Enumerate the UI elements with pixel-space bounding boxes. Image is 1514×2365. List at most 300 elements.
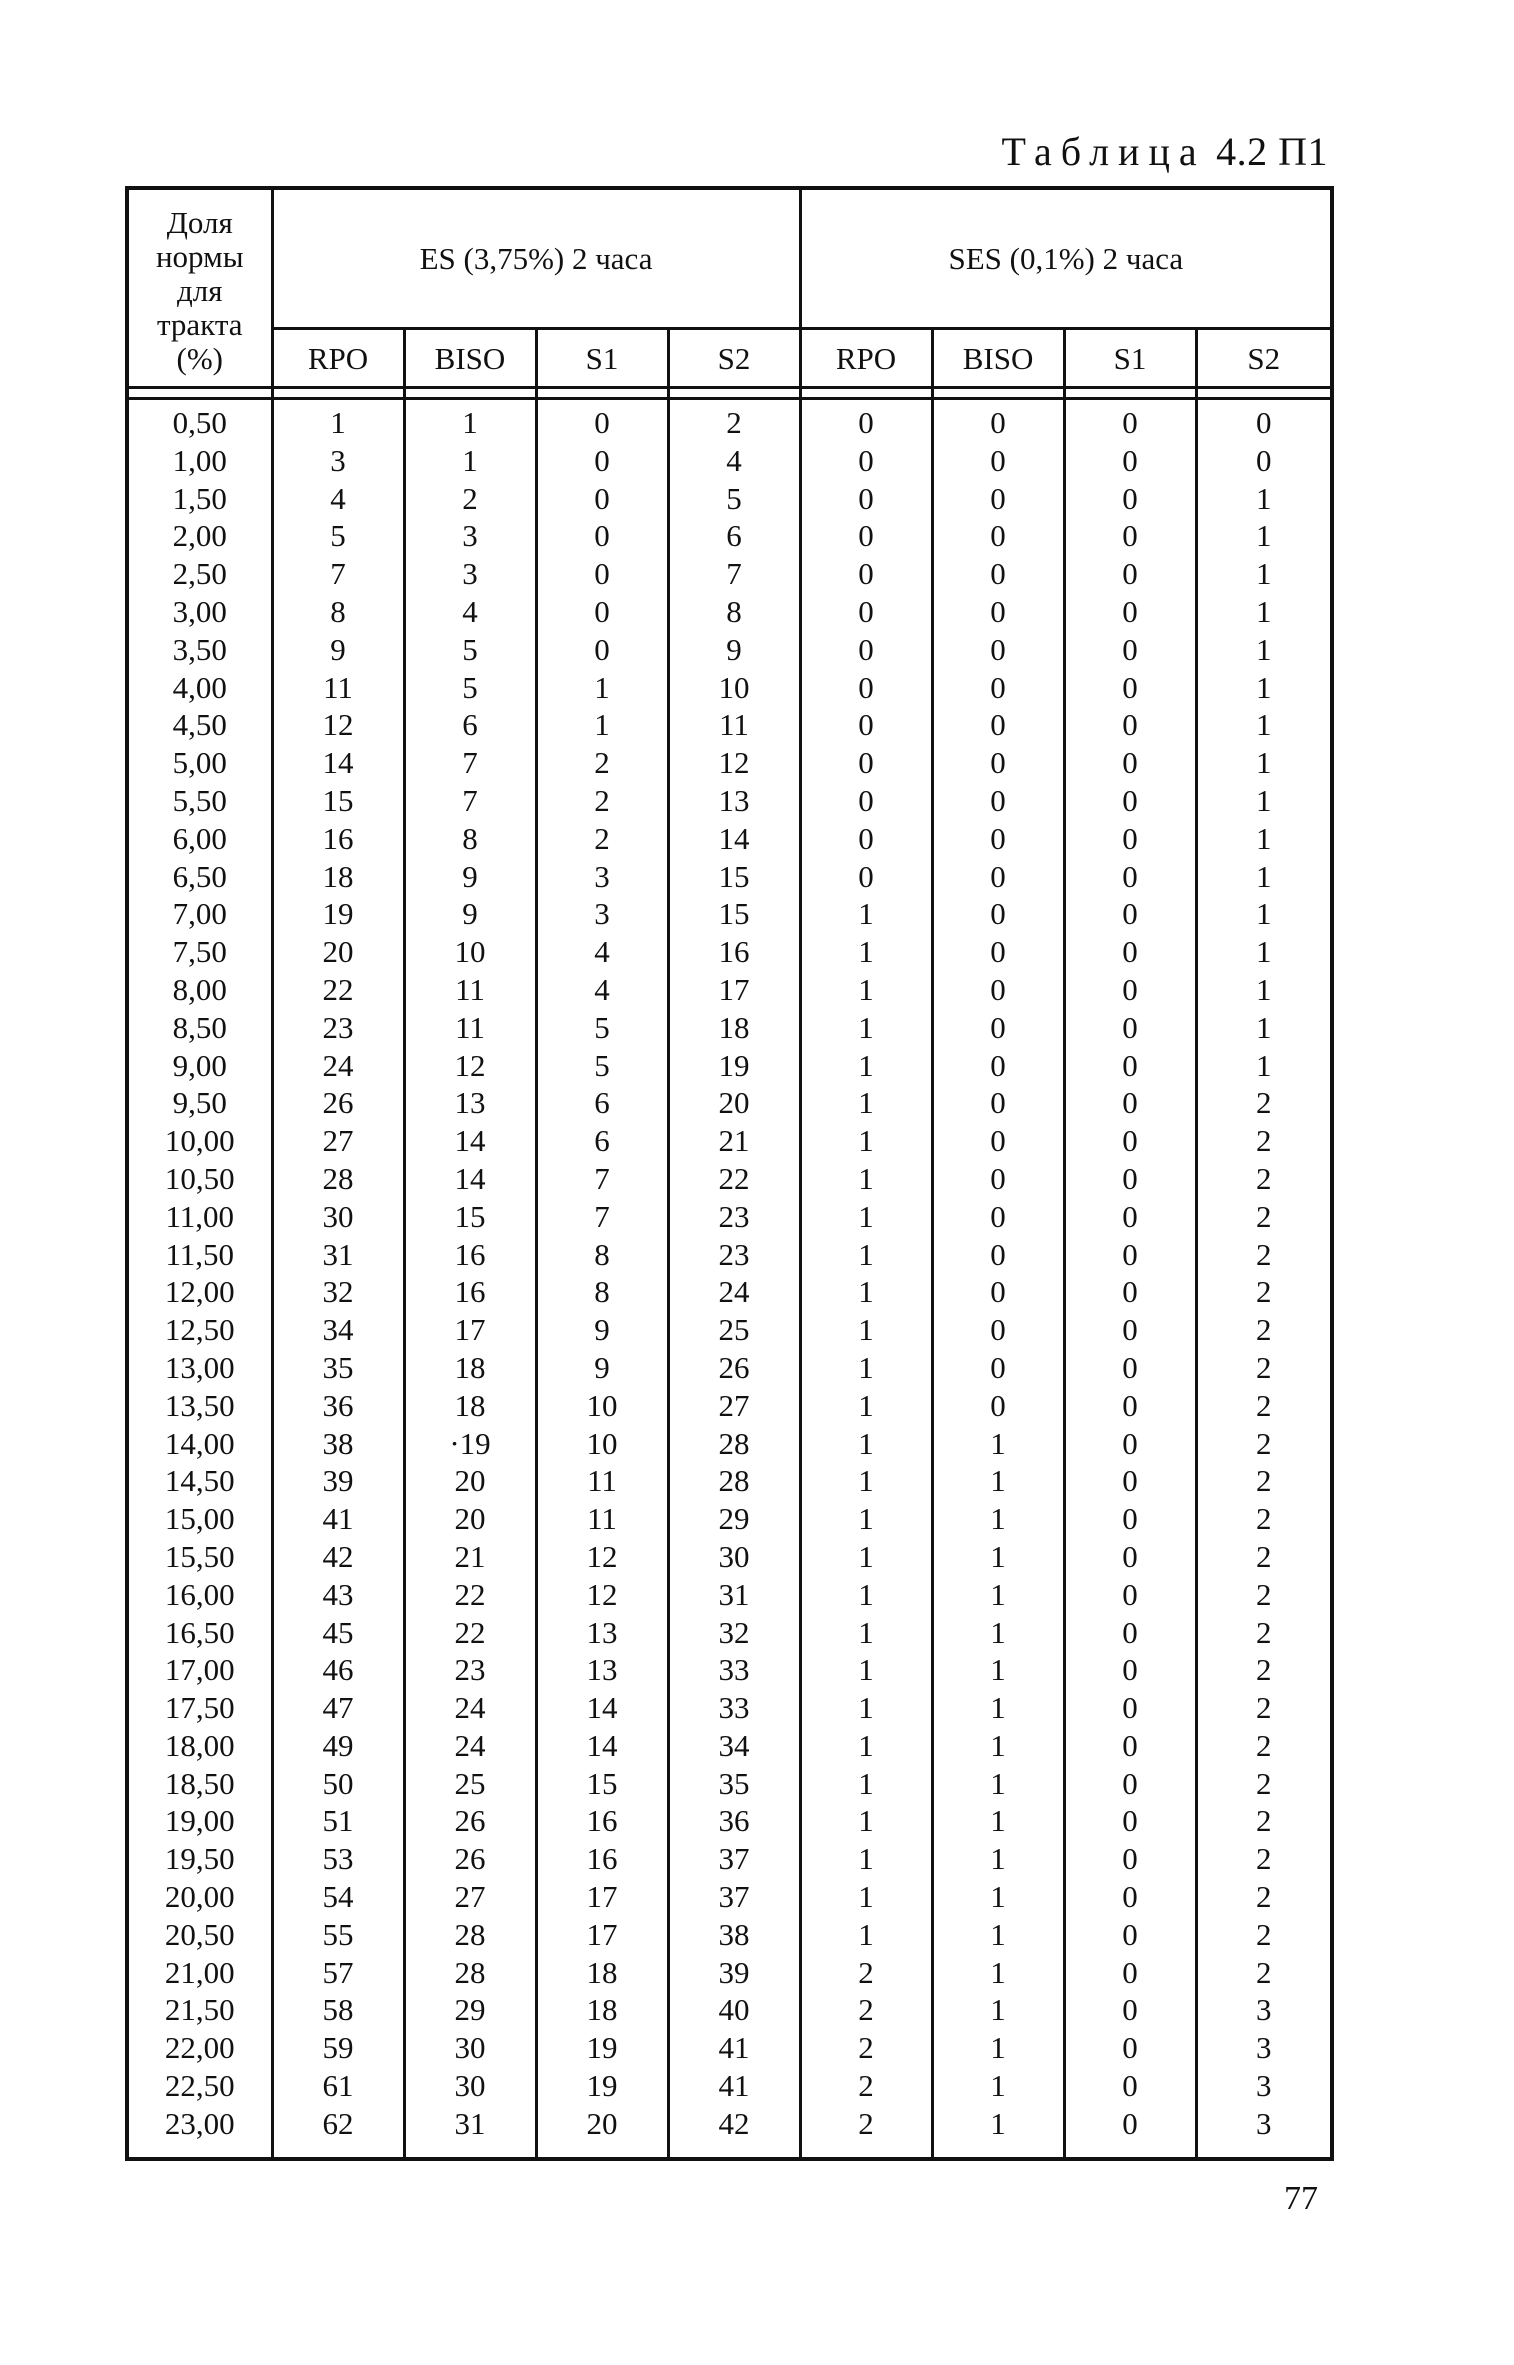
table-cell: 1	[800, 895, 932, 933]
table-cell: 18	[404, 1387, 536, 1425]
table-cell: 30	[404, 2067, 536, 2105]
table-cell: 0	[800, 706, 932, 744]
table-cell: 1	[932, 1576, 1064, 1614]
table-cell: 0	[932, 669, 1064, 707]
table-cell: 1	[800, 1387, 932, 1425]
table-row	[127, 399, 1332, 442]
table-cell: 38	[272, 1425, 404, 1463]
table-cell: 1	[800, 1802, 932, 1840]
table-cell: 45	[272, 1614, 404, 1652]
table-row	[127, 1576, 1332, 1614]
table-cell: 58	[272, 1991, 404, 2029]
table-cell: 20	[668, 1084, 800, 1122]
table-cell: 6,50	[127, 858, 272, 896]
table-cell: 26	[404, 1840, 536, 1878]
table-cell: 12	[272, 706, 404, 744]
table-cell: 1	[800, 1009, 932, 1047]
table-cell: 13	[668, 782, 800, 820]
table-cell: 1	[800, 1160, 932, 1198]
table-cell: 17	[536, 1878, 668, 1916]
table-row	[127, 1122, 1332, 1160]
table-cell: 0	[1064, 820, 1196, 858]
header-group-ses: SES (0,1%) 2 часа	[800, 188, 1332, 329]
table-cell: 27	[668, 1387, 800, 1425]
table-cell: 5	[272, 517, 404, 555]
table-cell: 0	[932, 555, 1064, 593]
table-cell: 15,00	[127, 1500, 272, 1538]
table-cell: 24	[404, 1727, 536, 1765]
table-cell: 9	[404, 895, 536, 933]
table-cell: 49	[272, 1727, 404, 1765]
table-cell: 1	[800, 971, 932, 1009]
table-cell: 37	[668, 1878, 800, 1916]
table-cell: 0	[1064, 1802, 1196, 1840]
table-cell: 1	[800, 1311, 932, 1349]
table-cell: 6,00	[127, 820, 272, 858]
table-cell: 34	[668, 1727, 800, 1765]
table-cell: 13	[404, 1084, 536, 1122]
table-cell: 2	[1196, 1425, 1332, 1463]
table-cell: 15	[536, 1765, 668, 1803]
table-cell: 0	[932, 895, 1064, 933]
table-cell: 0	[536, 555, 668, 593]
table-cell: 41	[668, 2029, 800, 2067]
table-header	[127, 188, 1332, 388]
table-cell: 0	[1064, 1198, 1196, 1236]
table-cell: 11	[404, 971, 536, 1009]
table-cell: 0	[536, 442, 668, 480]
table-cell: 1,00	[127, 442, 272, 480]
table-cell: 18	[536, 1991, 668, 2029]
table-cell: ·19	[404, 1425, 536, 1463]
table-row	[127, 555, 1332, 593]
table-cell: 0	[1064, 1160, 1196, 1198]
table-cell: 10	[536, 1387, 668, 1425]
table-cell: 0	[1196, 442, 1332, 480]
table-cell: 12,00	[127, 1273, 272, 1311]
table-cell: 0	[1064, 1614, 1196, 1652]
table-cell: 14,00	[127, 1425, 272, 1463]
table-cell: 0	[1064, 1387, 1196, 1425]
table-cell: 2,00	[127, 517, 272, 555]
table-cell: 15	[668, 858, 800, 896]
page-number: 77	[1284, 2180, 1318, 2217]
table-cell: 3	[1196, 1991, 1332, 2029]
table-cell: 19,50	[127, 1840, 272, 1878]
table-cell: 0	[1064, 2105, 1196, 2159]
table-cell: 2	[1196, 1198, 1332, 1236]
table-row	[127, 1273, 1332, 1311]
table-cell: 8,00	[127, 971, 272, 1009]
table-cell: 17	[404, 1311, 536, 1349]
table-row	[127, 1387, 1332, 1425]
table-cell: 15	[668, 895, 800, 933]
table-cell: 1	[800, 1236, 932, 1274]
table-cell: 7,50	[127, 933, 272, 971]
table-cell: 20	[404, 1462, 536, 1500]
table-cell: 0	[1064, 1991, 1196, 2029]
table-cell: 0	[1064, 399, 1196, 442]
table-cell: 1	[932, 1991, 1064, 2029]
table-cell: 0	[1064, 1236, 1196, 1274]
table-cell: 6	[404, 706, 536, 744]
table-cell: 1	[932, 1878, 1064, 1916]
table-row	[127, 971, 1332, 1009]
table-cell: 62	[272, 2105, 404, 2159]
table-cell: 17,50	[127, 1689, 272, 1727]
caption-word: Таблица	[1001, 129, 1206, 174]
table-cell: 0	[800, 631, 932, 669]
header-es-rpo: RPO	[272, 329, 404, 388]
table-container	[125, 186, 1330, 2161]
table-cell: 2,50	[127, 555, 272, 593]
table-cell: 38	[668, 1916, 800, 1954]
table-cell: 16	[536, 1802, 668, 1840]
header-line: для	[176, 273, 223, 308]
table-cell: 0	[1064, 744, 1196, 782]
table-cell: 53	[272, 1840, 404, 1878]
table-cell: 30	[404, 2029, 536, 2067]
table-cell: 0	[800, 555, 932, 593]
table-cell: 4,50	[127, 706, 272, 744]
table-cell: 11	[668, 706, 800, 744]
table-cell: 18,50	[127, 1765, 272, 1803]
table-cell: 12	[536, 1576, 668, 1614]
table-cell: 0	[1064, 1122, 1196, 1160]
header-es-s2: S2	[668, 329, 800, 388]
table-cell: 1	[1196, 933, 1332, 971]
table-cell: 33	[668, 1689, 800, 1727]
table-cell: 21,00	[127, 1954, 272, 1992]
table-cell: 32	[668, 1614, 800, 1652]
table-row	[127, 593, 1332, 631]
table-cell: 14	[536, 1689, 668, 1727]
header-ses-s1: S1	[1064, 329, 1196, 388]
table-cell: 1	[1196, 744, 1332, 782]
table-cell: 1	[1196, 782, 1332, 820]
table-cell: 10,50	[127, 1160, 272, 1198]
table-cell: 14	[404, 1160, 536, 1198]
data-table	[125, 186, 1334, 2161]
table-cell: 0	[932, 1047, 1064, 1085]
table-cell: 8	[404, 820, 536, 858]
table-cell: 16	[536, 1840, 668, 1878]
table-cell: 22,50	[127, 2067, 272, 2105]
table-cell: 28	[404, 1954, 536, 1992]
table-cell: 1	[932, 1765, 1064, 1803]
table-cell: 2	[1196, 1387, 1332, 1425]
table-cell: 15	[404, 1198, 536, 1236]
table-cell: 0	[1064, 933, 1196, 971]
table-row	[127, 1651, 1332, 1689]
table-cell: 0	[1064, 706, 1196, 744]
table-cell: 31	[272, 1236, 404, 1274]
table-cell: 2	[1196, 1084, 1332, 1122]
table-cell: 4	[404, 593, 536, 631]
table-row	[127, 1878, 1332, 1916]
table-cell: 11	[272, 669, 404, 707]
table-cell: 0	[1064, 2067, 1196, 2105]
table-row	[127, 1236, 1332, 1274]
table-cell: 33	[668, 1651, 800, 1689]
table-cell: 14	[668, 820, 800, 858]
table-cell: 1	[800, 1651, 932, 1689]
table-cell: 5,00	[127, 744, 272, 782]
table-cell: 18	[272, 858, 404, 896]
header-ses-rpo: RPO	[800, 329, 932, 388]
table-cell: 7	[536, 1198, 668, 1236]
table-cell: 0	[536, 480, 668, 518]
table-cell: 0	[932, 782, 1064, 820]
table-cell: 0	[1064, 555, 1196, 593]
table-cell: 10,00	[127, 1122, 272, 1160]
table-cell: 50	[272, 1765, 404, 1803]
table-row	[127, 1991, 1332, 2029]
table-cell: 16	[404, 1236, 536, 1274]
table-cell: 23	[404, 1651, 536, 1689]
table-cell: 14	[404, 1122, 536, 1160]
table-cell: 6	[536, 1122, 668, 1160]
table-cell: 2	[1196, 1236, 1332, 1274]
table-cell: 13	[536, 1651, 668, 1689]
table-cell: 23,00	[127, 2105, 272, 2159]
table-cell: 15,50	[127, 1538, 272, 1576]
table-cell: 1	[800, 1047, 932, 1085]
table-row	[127, 782, 1332, 820]
table-cell: 6	[536, 1084, 668, 1122]
table-cell: 0	[932, 1160, 1064, 1198]
table-cell: 2	[1196, 1538, 1332, 1576]
table-cell: 19,00	[127, 1802, 272, 1840]
table-row	[127, 1689, 1332, 1727]
table-cell: 1	[1196, 820, 1332, 858]
table-cell: 0	[932, 744, 1064, 782]
table-cell: 2	[1196, 1840, 1332, 1878]
table-cell: 0	[932, 442, 1064, 480]
table-cell: 4	[668, 442, 800, 480]
table-cell: 0	[1064, 1651, 1196, 1689]
table-row	[127, 744, 1332, 782]
table-cell: 22	[272, 971, 404, 1009]
table-row	[127, 1802, 1332, 1840]
table-cell: 2	[1196, 1273, 1332, 1311]
table-cell: 9	[668, 631, 800, 669]
table-row	[127, 1462, 1332, 1500]
table-cell: 1	[932, 1689, 1064, 1727]
table-cell: 10	[668, 669, 800, 707]
table-row	[127, 1425, 1332, 1463]
table-cell: 54	[272, 1878, 404, 1916]
table-cell: 12	[536, 1538, 668, 1576]
table-cell: 18	[668, 1009, 800, 1047]
table-cell: 0	[1064, 1084, 1196, 1122]
table-cell: 2	[1196, 1689, 1332, 1727]
table-cell: 0	[1064, 1349, 1196, 1387]
table-cell: 1	[800, 1840, 932, 1878]
table-cell: 47	[272, 1689, 404, 1727]
table-cell: 0	[536, 517, 668, 555]
table-cell: 0	[1064, 1840, 1196, 1878]
table-cell: 1	[800, 1727, 932, 1765]
table-cell: 20	[536, 2105, 668, 2159]
table-cell: 55	[272, 1916, 404, 1954]
table-cell: 0	[1064, 1311, 1196, 1349]
table-cell: 1	[1196, 631, 1332, 669]
table-cell: 14	[272, 744, 404, 782]
table-cell: 11,00	[127, 1198, 272, 1236]
table-cell: 18,00	[127, 1727, 272, 1765]
table-cell: 1	[800, 1349, 932, 1387]
table-cell: 46	[272, 1651, 404, 1689]
table-cell: 4	[272, 480, 404, 518]
table-cell: 8	[536, 1236, 668, 1274]
table-row	[127, 1614, 1332, 1652]
table-cell: 13,00	[127, 1349, 272, 1387]
table-cell: 16	[668, 933, 800, 971]
table-cell: 1	[1196, 971, 1332, 1009]
table-cell: 32	[272, 1273, 404, 1311]
table-cell: 1	[932, 2105, 1064, 2159]
table-cell: 1	[932, 1614, 1064, 1652]
table-cell: 0	[1064, 1916, 1196, 1954]
table-cell: 0	[1064, 971, 1196, 1009]
table-cell: 1	[1196, 895, 1332, 933]
table-cell: 0	[536, 631, 668, 669]
table-cell: 2	[1196, 1765, 1332, 1803]
table-cell: 5,50	[127, 782, 272, 820]
header-es-biso: BISO	[404, 329, 536, 388]
table-cell: 0	[1196, 399, 1332, 442]
table-cell: 0	[536, 593, 668, 631]
table-cell: 51	[272, 1802, 404, 1840]
table-cell: 2	[1196, 1311, 1332, 1349]
table-cell: 1	[800, 1084, 932, 1122]
table-cell: 2	[536, 782, 668, 820]
table-cell: 1	[932, 1425, 1064, 1463]
table-cell: 27	[404, 1878, 536, 1916]
table-cell: 0	[932, 858, 1064, 896]
table-cell: 59	[272, 2029, 404, 2067]
table-cell: 3	[1196, 2067, 1332, 2105]
header-group-es: ES (3,75%) 2 часа	[272, 188, 800, 329]
table-cell: 2	[800, 2029, 932, 2067]
table-cell: 0	[932, 1273, 1064, 1311]
table-cell: 0	[932, 1009, 1064, 1047]
table-cell: 57	[272, 1954, 404, 1992]
table-cell: 1	[800, 1765, 932, 1803]
table-row	[127, 1047, 1332, 1085]
table-cell: 5	[668, 480, 800, 518]
table-cell: 0	[932, 971, 1064, 1009]
table-cell: 7,00	[127, 895, 272, 933]
table-cell: 8	[536, 1273, 668, 1311]
table-cell: 0	[932, 933, 1064, 971]
table-cell: 24	[404, 1689, 536, 1727]
table-cell: 0	[932, 706, 1064, 744]
table-cell: 0	[1064, 1689, 1196, 1727]
table-cell: 39	[668, 1954, 800, 1992]
table-cell: 4	[536, 971, 668, 1009]
table-cell: 28	[668, 1425, 800, 1463]
header-line: (%)	[176, 341, 223, 376]
table-cell: 19	[668, 1047, 800, 1085]
table-cell: 5	[404, 669, 536, 707]
table-cell: 1	[536, 706, 668, 744]
caption-number: 4.2 П1	[1216, 129, 1328, 174]
table-cell: 10	[536, 1425, 668, 1463]
table-cell: 7	[272, 555, 404, 593]
table-cell: 11,50	[127, 1236, 272, 1274]
table-cell: 20	[404, 1500, 536, 1538]
table-cell: 1	[1196, 669, 1332, 707]
table-row	[127, 1727, 1332, 1765]
table-cell: 36	[272, 1387, 404, 1425]
table-cell: 7	[404, 782, 536, 820]
table-cell: 2	[1196, 1727, 1332, 1765]
table-cell: 34	[272, 1311, 404, 1349]
table-row	[127, 1311, 1332, 1349]
table-cell: 2	[1196, 1462, 1332, 1500]
table-cell: 15	[272, 782, 404, 820]
table-cell: 20,00	[127, 1878, 272, 1916]
table-cell: 1	[800, 1916, 932, 1954]
table-cell: 1	[800, 1273, 932, 1311]
table-cell: 0	[1064, 1273, 1196, 1311]
table-row	[127, 1765, 1332, 1803]
table-cell: 1	[1196, 517, 1332, 555]
table-row	[127, 480, 1332, 518]
table-cell: 8,50	[127, 1009, 272, 1047]
table-cell: 26	[272, 1084, 404, 1122]
header-share-of-norm	[127, 188, 272, 388]
table-cell: 12	[404, 1047, 536, 1085]
table-cell: 16,50	[127, 1614, 272, 1652]
table-cell: 1	[932, 2067, 1064, 2105]
header-line: Доля	[166, 205, 233, 240]
table-cell: 35	[668, 1765, 800, 1803]
table-cell: 11	[536, 1462, 668, 1500]
table-cell: 0	[932, 517, 1064, 555]
table-row	[127, 1500, 1332, 1538]
table-cell: 2	[1196, 1122, 1332, 1160]
table-cell: 23	[272, 1009, 404, 1047]
table-cell: 2	[1196, 1878, 1332, 1916]
table-row	[127, 820, 1332, 858]
table-row	[127, 933, 1332, 971]
table-cell: 24	[272, 1047, 404, 1085]
table-cell: 3	[404, 555, 536, 593]
table-cell: 2	[536, 820, 668, 858]
table-cell: 2	[800, 1954, 932, 1992]
table-row	[127, 858, 1332, 896]
table-cell: 9,00	[127, 1047, 272, 1085]
table-body	[127, 399, 1332, 2159]
table-cell: 0	[800, 669, 932, 707]
table-cell: 22	[404, 1614, 536, 1652]
table-cell: 0	[1064, 669, 1196, 707]
table-cell: 0	[1064, 858, 1196, 896]
table-cell: 7	[668, 555, 800, 593]
table-cell: 1	[932, 2029, 1064, 2067]
table-cell: 16	[272, 820, 404, 858]
table-cell: 0	[800, 442, 932, 480]
table-cell: 0	[1064, 1954, 1196, 1992]
table-cell: 1	[932, 1916, 1064, 1954]
table-cell: 0	[1064, 517, 1196, 555]
table-cell: 9	[404, 858, 536, 896]
table-cell: 17	[536, 1916, 668, 1954]
table-row	[127, 2105, 1332, 2159]
